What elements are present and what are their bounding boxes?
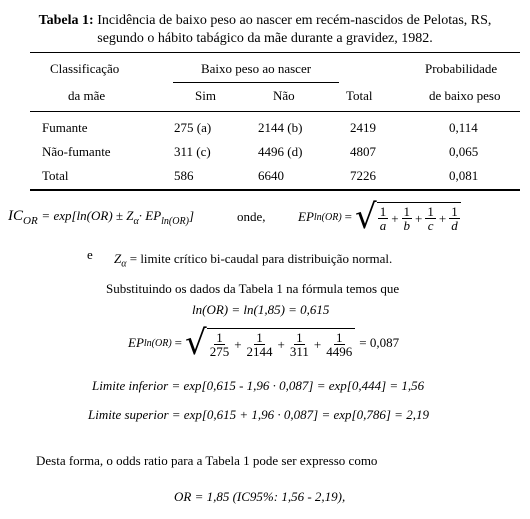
limit-inferior: Limite inferior = exp[0,615 - 1,96 · 0,087] = exp[0,444] = 1,56	[92, 378, 425, 393]
table-bottom-rule	[30, 189, 520, 191]
ic-rhs-c: ]	[188, 208, 194, 223]
den-4496: 4496	[326, 344, 353, 359]
sqrt-sign: √ $\frac{1}{a}$ + $\frac{1}{b}$ + $\frac{1}{c}$ + $\frac{1}{d}$	[355, 200, 461, 234]
ic-rhs-a: = exp[ln(OR) ± Z	[41, 208, 134, 223]
row-sim: 311 (c)	[174, 144, 211, 159]
den-2144: 2144	[246, 344, 273, 359]
ic-lhs: IC	[8, 208, 23, 224]
var-c: c	[427, 218, 434, 233]
z-text: = limite crítico bi-caudal para distribuição normal.	[129, 251, 393, 266]
header-group: Baixo peso ao nascer	[200, 61, 312, 76]
row-nao: 2144 (b)	[258, 120, 303, 135]
row-nao: 4496 (d)	[258, 144, 303, 159]
caption-line2: segundo o hábito tabágico da mãe durante a gravidez, 1982.	[97, 31, 433, 46]
caption-line1: Incidência de baixo peso ao nascer em recém-nascidos de Pelotas, RS,	[97, 13, 492, 28]
header-sim: Sim	[195, 88, 216, 103]
row-prob: 0,065	[449, 144, 479, 159]
den-311: 311	[289, 344, 309, 359]
ep-sub: ln(OR)	[313, 211, 342, 223]
ep-general-formula	[298, 197, 461, 237]
row-prob: 0,081	[449, 168, 479, 183]
ic-rhs-b: · EP	[138, 208, 162, 223]
e-connector: e	[87, 247, 93, 262]
var-d: d	[451, 218, 458, 233]
header-prob-line2: de baixo peso	[429, 88, 501, 103]
subst-text: Substituindo os dados da Tabela 1 na fórmula temos que	[106, 281, 400, 296]
z-sub: α	[121, 258, 127, 270]
header-nao: Não	[273, 88, 295, 103]
ep-label: EP	[128, 335, 144, 350]
conclusion-text: Desta forma, o odds ratio para a Tabela 1 pode ser expresso como	[36, 453, 378, 468]
ep-numeric-formula: EP ln(OR) = √ $\frac{1}{275}$ + $\frac{1}{2144}$ + $\frac{1}{311}$ + $\frac{1}{4496}$ = 0,087	[128, 323, 400, 363]
ep-eq: =	[344, 209, 353, 224]
row-prob: 0,114	[449, 120, 478, 135]
ic-rhs-alpha: α	[133, 216, 139, 227]
z-line	[114, 251, 392, 270]
sqrt-sign: √ $\frac{1}{275}$ + $\frac{1}{2144}$ + $\frac{1}{311}$ + $\frac{1}{4496}$	[185, 326, 355, 360]
row-label: Total	[42, 168, 69, 183]
ep-result: = 0,087	[359, 335, 400, 350]
ic-sub: OR	[23, 215, 38, 227]
header-classif-line1: Classificação	[50, 61, 120, 76]
row-total: 2419	[350, 120, 376, 135]
den-275: 275	[209, 344, 230, 359]
row-label: Não-fumante	[42, 144, 111, 159]
var-a: a	[379, 218, 387, 233]
table-caption	[0, 12, 530, 30]
header-bottom-rule	[30, 111, 520, 112]
row-sim: 586	[174, 168, 194, 183]
header-classif-line2: da mãe	[68, 88, 106, 103]
row-label: Fumante	[42, 120, 88, 135]
header-total: Total	[346, 88, 373, 103]
ic-rhs-ln: ln(OR)	[161, 216, 189, 227]
row-total: 7226	[350, 168, 376, 183]
final-or: OR = 1,85 (IC95%: 1,56 - 2,19),	[174, 489, 346, 504]
row-nao: 6640	[258, 168, 284, 183]
caption-label: Tabela 1:	[38, 13, 94, 28]
onde-text: onde,	[237, 209, 266, 224]
group-rule	[173, 82, 339, 83]
header-prob-line1: Probabilidade	[425, 61, 498, 76]
row-total: 4807	[350, 144, 376, 159]
limit-superior: Limite superior = exp[0,615 + 1,96 · 0,087] = exp[0,786] = 2,19	[88, 407, 429, 422]
ln-value: ln(OR) = ln(1,85) = 0,615	[192, 302, 330, 317]
row-sim: 275 (a)	[174, 120, 212, 135]
table-top-rule	[30, 52, 520, 53]
ep-label: EP	[298, 209, 314, 224]
ep-sub: ln(OR)	[143, 337, 172, 349]
z-label: Z	[114, 251, 122, 266]
ic-formula	[8, 208, 194, 227]
var-b: b	[403, 218, 411, 233]
